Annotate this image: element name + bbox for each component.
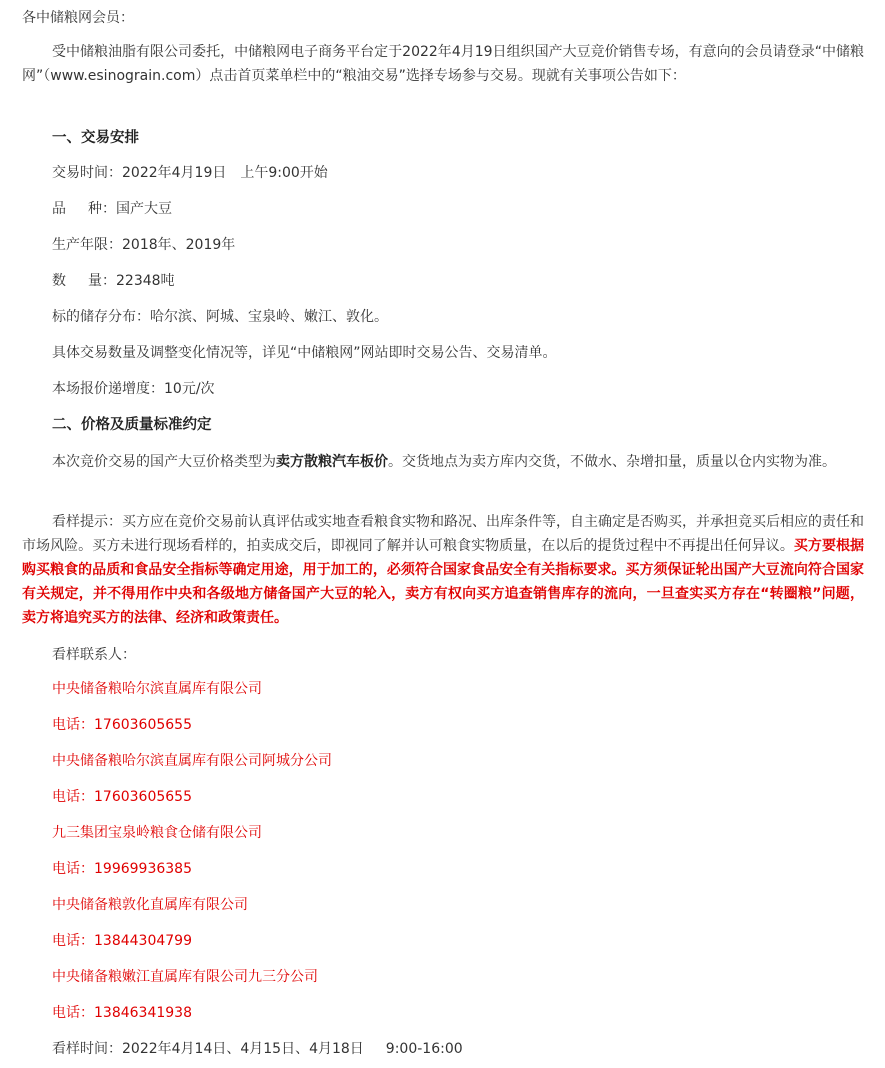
- contacts-heading: 看样联系人：: [52, 647, 136, 663]
- increment-value: 10元/次: [164, 381, 215, 397]
- variety-value: 国产大豆: [116, 201, 172, 217]
- price-type-text-a: 本次竞价交易的国产大豆价格类型为: [52, 454, 276, 470]
- trade-time-start: 上午9:00开始: [240, 165, 328, 181]
- contact-phone-3: 电话：19969936385: [52, 861, 192, 877]
- section2-heading: 二、价格及质量标准约定: [52, 417, 212, 433]
- price-type-bold: 卖方散粮汽车板价: [276, 454, 388, 470]
- contact-company-3: 九三集团宝泉岭粮食仓储有限公司: [52, 825, 262, 841]
- quantity-line: [52, 271, 175, 291]
- variety-line: [52, 199, 172, 219]
- intro-paragraph: 受中储粮油脂有限公司委托，中储粮网电子商务平台定于2022年4月19日组织国产大豆竞价销售专场，有意向的会员请登录“中储粮网”（www.esinograin.com）点击首页菜单栏中的“粮油交易”选择专场参与交易。现就有关事项公告如下：: [22, 44, 864, 84]
- price-type-text-b: 。交货地点为卖方库内交货，不做水、杂增扣量，质量以仓内实物为准。: [388, 454, 836, 470]
- trade-time-date: 2022年4月19日: [122, 165, 227, 181]
- quantity-label-b: 量：: [88, 273, 116, 289]
- increment-line: [52, 379, 215, 399]
- detail-line: 具体交易数量及调整变化情况等，详见“中储粮网”网站即时交易公告、交易清单。: [52, 345, 557, 361]
- viewing-time-label: 看样时间：: [52, 1041, 122, 1057]
- buyer-obligation-text: 买方要根据购买粮食的品质和食品安全指标等确定用途，用于加工的，必须符合国家食品安全有关指标要求。买方须保证轮出国产大豆流向符合国家有关规定，并不得用作中央和各级地方储备国产大豆的轮入，卖方有权向买方追查销售库存的流向，一旦查实买方存在“转圈粮”问题，卖方将追究买方的法律、经济和政策责任。: [22, 538, 865, 626]
- contact-phone-1: 电话：17603605655: [52, 717, 192, 733]
- viewing-notice-text: 看样提示：买方应在竞价交易前认真评估或实地查看粮食实物和路况、出库条件等，自主确定是否购买，并承担竞买后相应的责任和市场风险。买方未进行现场看样的，拍卖成交后，即视同了解并认可粮食实物质量，在以后的提货过程中不再提出任何异议。: [22, 514, 864, 554]
- storage-label: 标的储存分布：: [52, 309, 150, 325]
- contact-company-1: 中央储备粮哈尔滨直属库有限公司: [52, 681, 262, 697]
- trade-time-line: [52, 163, 328, 183]
- storage-line: [52, 307, 388, 327]
- viewing-time-dates: 2022年4月14日、4月15日、4月18日: [122, 1041, 364, 1057]
- price-type-paragraph: [22, 450, 864, 474]
- contact-company-2: 中央储备粮哈尔滨直属库有限公司阿城分公司: [52, 753, 332, 769]
- variety-label-b: 种：: [88, 201, 116, 217]
- quantity-value: 22348吨: [116, 273, 175, 289]
- contact-company-5: 中央储备粮嫩江直属库有限公司九三分公司: [52, 969, 318, 985]
- production-year-value: 2018年、2019年: [122, 237, 236, 253]
- section1-heading: 一、交易安排: [52, 130, 139, 146]
- trade-time-label: 交易时间：: [52, 165, 122, 181]
- increment-label: 本场报价递增度：: [52, 381, 164, 397]
- contact-company-4: 中央储备粮敦化直属库有限公司: [52, 897, 248, 913]
- viewing-notice-paragraph: [22, 510, 864, 630]
- contact-phone-4: 电话：13844304799: [52, 933, 192, 949]
- quantity-label-a: 数: [52, 273, 66, 289]
- contact-phone-5: 电话：13846341938: [52, 1005, 192, 1021]
- storage-value: 哈尔滨、阿城、宝泉岭、嫩江、敦化。: [150, 309, 388, 325]
- viewing-time-line: [52, 1039, 463, 1059]
- viewing-time-hours: 9:00-16:00: [385, 1041, 463, 1057]
- contact-phone-2: 电话：17603605655: [52, 789, 192, 805]
- production-year-label: 生产年限：: [52, 237, 122, 253]
- salutation: 各中储粮网会员：: [22, 10, 134, 26]
- variety-label-a: 品: [52, 201, 66, 217]
- production-year-line: [52, 235, 235, 255]
